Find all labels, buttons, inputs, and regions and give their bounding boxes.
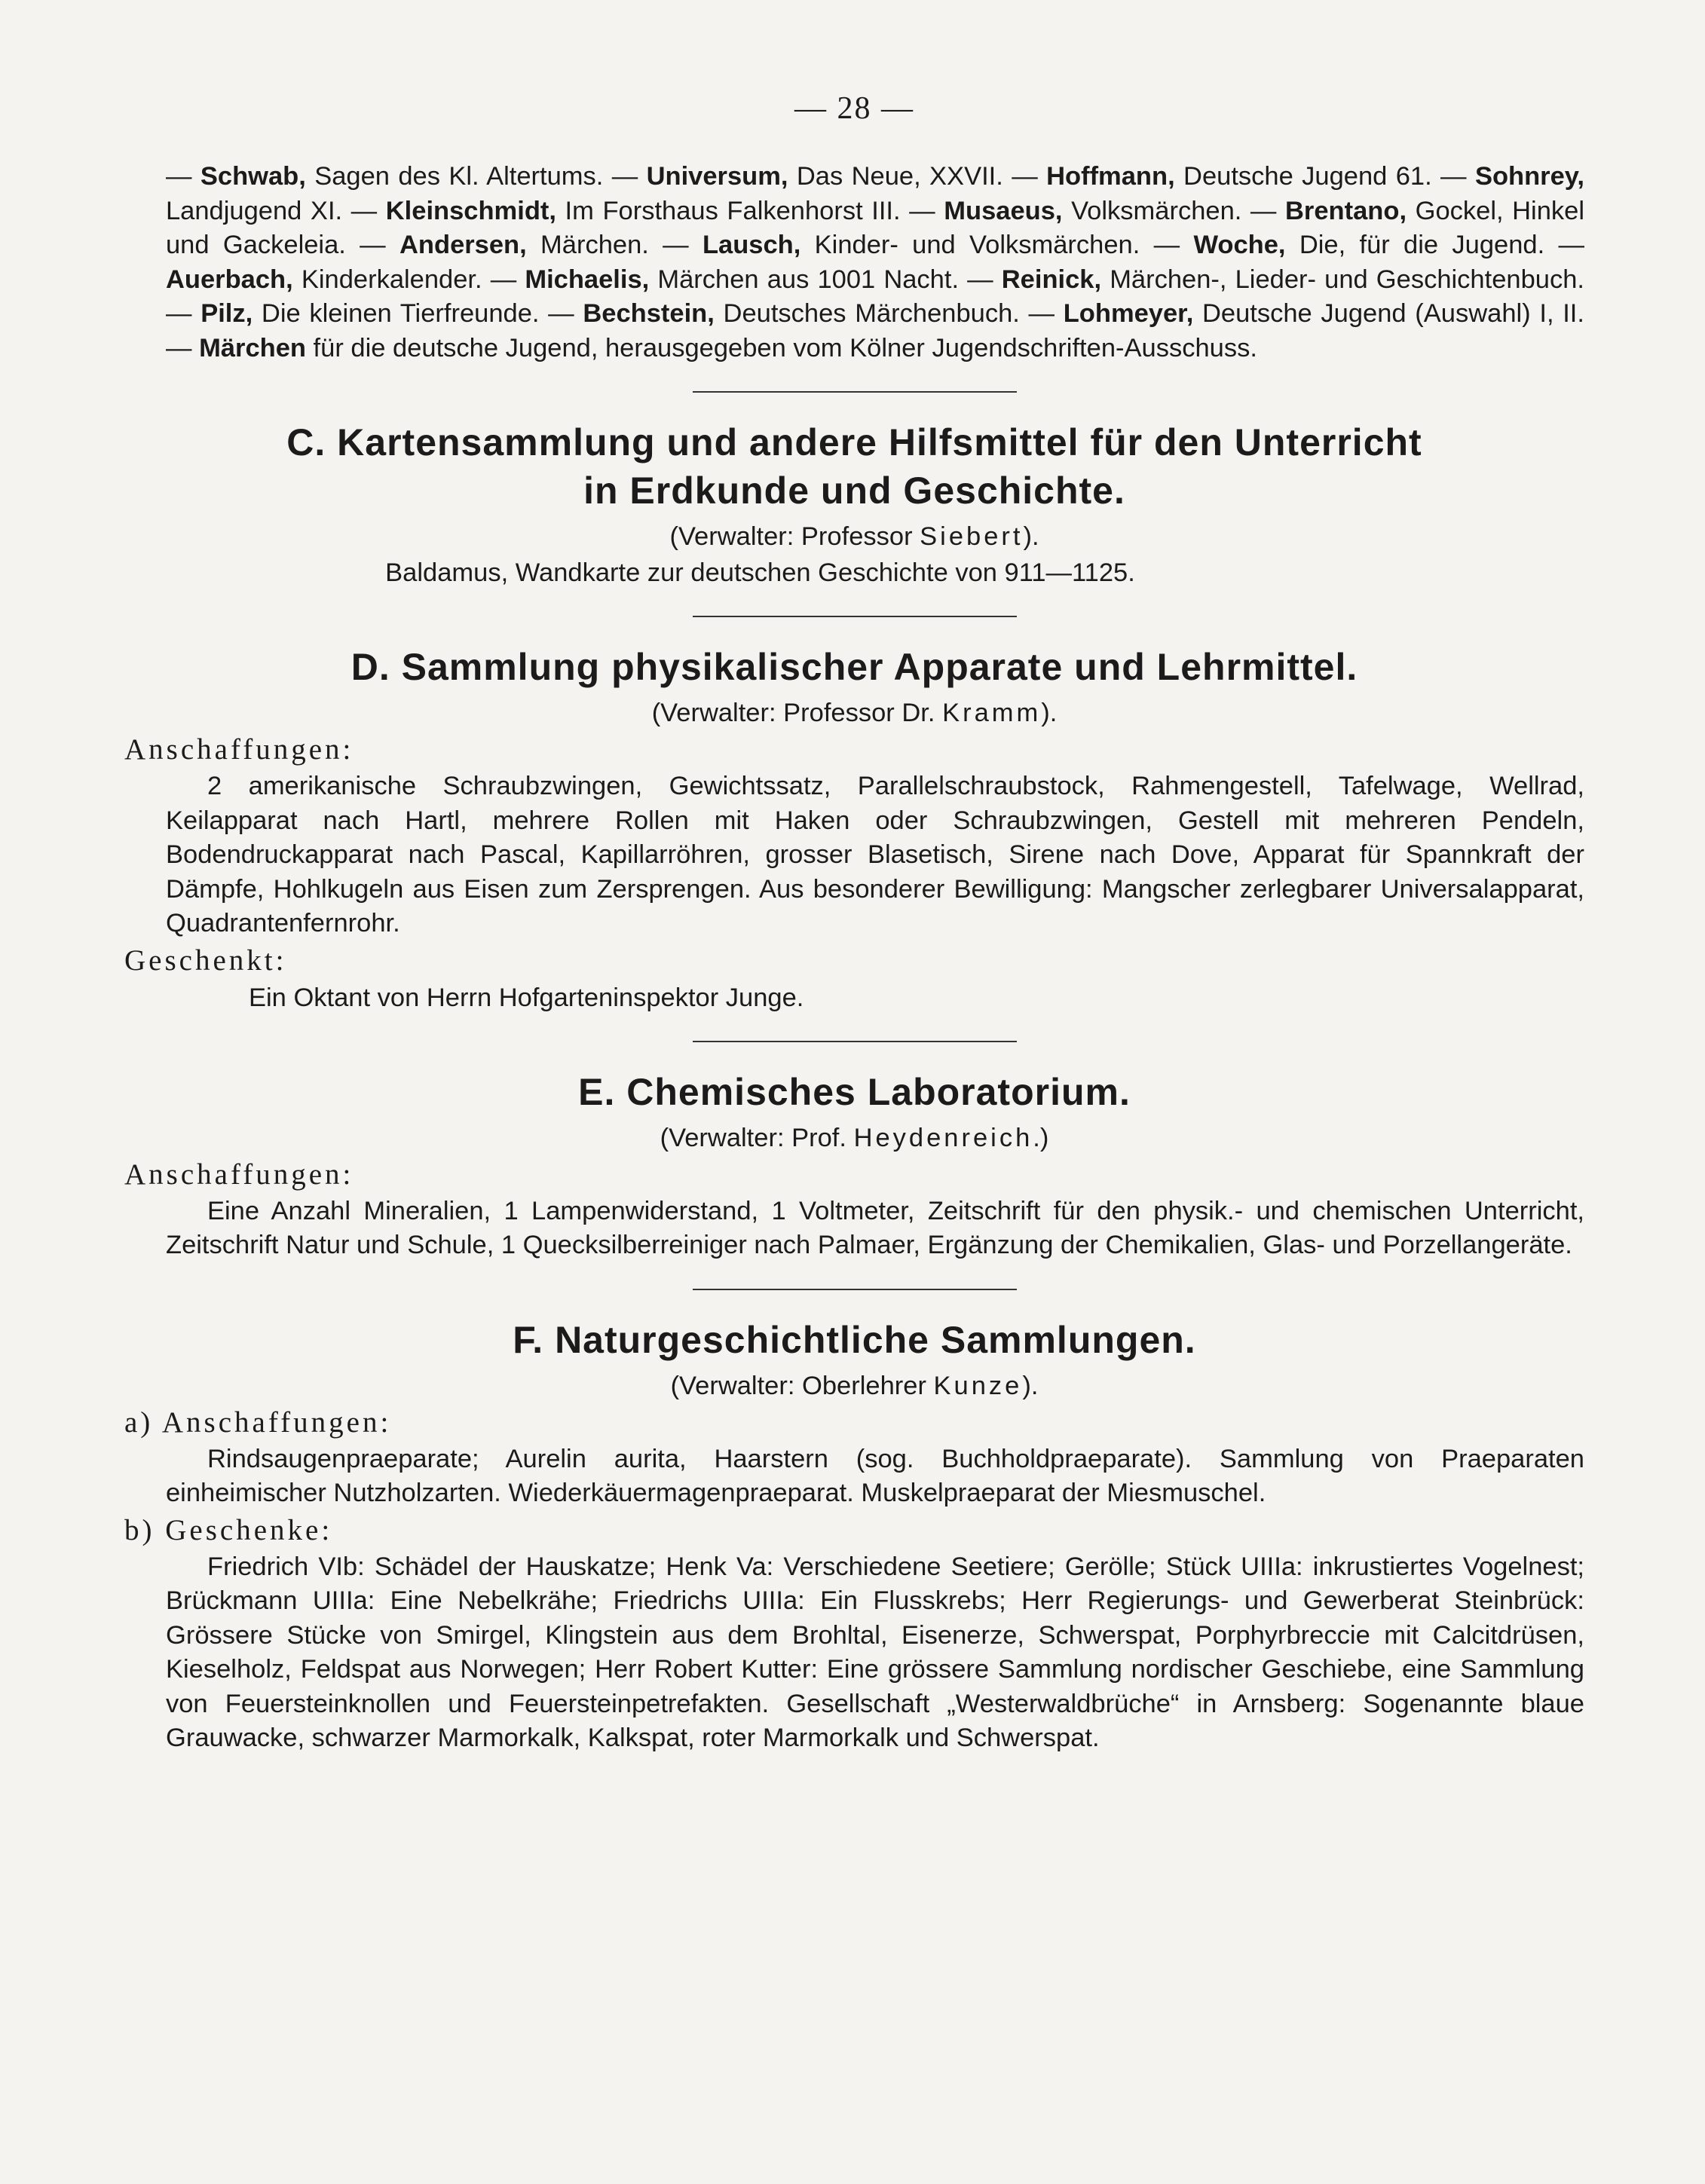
author-name: Schwab, [200, 162, 306, 191]
section-d-administrator: (Verwalter: Professor Dr. Kramm). [651, 699, 1058, 727]
list-text: Gockel, Hinkel und Gackeleia. — [166, 196, 1585, 259]
list-text: Landjugend XI. — [166, 196, 386, 225]
author-name: Hoffmann, [1046, 162, 1175, 191]
author-name: Woche, [1193, 231, 1286, 259]
list-text: Deutsche Jugend 61. — [1174, 162, 1475, 191]
author-name: Musaeus, [944, 196, 1063, 225]
list-text: Das Neue, XXVII. — [788, 162, 1047, 191]
list-text: Die, für die Jugend. — [1285, 231, 1584, 259]
youth-books-list [166, 160, 1584, 366]
section-divider [693, 1041, 1017, 1042]
section-d-title: D. Sammlung physikalischer Apparate und Lehrmittel. [350, 646, 1358, 688]
section-d-acquisitions-label: Anschaffungen: [124, 733, 354, 766]
section-f-administrator: (Verwalter: Oberlehrer Kunze). [670, 1371, 1039, 1400]
section-f-title: F. Naturgeschichtliche Sammlungen. [513, 1318, 1196, 1361]
list-text: Im Forsthaus Falkenhorst III. — [556, 196, 944, 225]
list-text: für die deutsche Jugend, herausgegeben vom Kölner Jugendschriften-Ausschuss. [305, 333, 1257, 362]
page-number: — 28 — [794, 91, 914, 126]
author-name: Kleinschmidt, [385, 196, 556, 225]
section-e-administrator: (Verwalter: Prof. Heydenreich.) [660, 1123, 1049, 1152]
section-c-title: C. Kartensammlung und andere Hilfsmittel für den Unterricht in Erdkunde und Geschichte. [286, 421, 1422, 512]
section-c-entry: Baldamus, Wandkarte zur deutschen Geschichte von 911—1125. [385, 558, 1135, 587]
list-text: Sagen des Kl. Altertums. — [305, 162, 647, 191]
section-f-acquisitions: Rindsaugenpraeparate; Aurelin aurita, Haarstern (sog. Buchholdpraeparate). Sammlung von Praeparaten einheimischer Nutzholzarten. Wiederkäuermagenpraeparat. Muskelpraeparat der Miesmuschel. [166, 1444, 1584, 1507]
section-d-gift-label: Geschenkt: [124, 944, 287, 977]
list-text: Deutsche Jugend (Auswahl) I, II. — [166, 299, 1584, 362]
author-name: Lausch, [702, 231, 801, 259]
section-c-administrator: (Verwalter: Professor Siebert). [669, 522, 1039, 551]
section-f-acquisitions-label: a) Anschaffungen: [124, 1406, 392, 1439]
section-f-gifts: Friedrich VIb: Schädel der Hauskatze; Henk Va: Verschiedene Seetiere; Gerölle; Stück UIIIa: inkrustiertes Vogelnest; Brückmann UIIIa: Eine Nebelkrähe; Friedrichs UIIIa: Ein Flusskrebs; Herr Regierungs- und Gewerberat Steinbrück: Grössere Stücke von Smirgel, Klingstein aus dem Brohltal, Eisenerze, Schwerspat, Porphyrbreccie mit Calcitdrüsen, Kieselholz, Feldspat aus Norwegen; Herr Robert Kutter: Eine grössere Sammlung nordischer Geschiebe, eine Sammlung von Feuersteinknollen und Feuersteinpetrefakten. Gesellschaft „Westerwaldbrüche“ in Arnsberg: Sogenannte blaue Grauwacke, schwarzer Marmorkalk, Kalkspat, roter Marmorkalk und Schwerspat. [166, 1552, 1584, 1752]
author-name: Andersen, [399, 231, 527, 259]
list-text: Volksmärchen. — [1062, 196, 1286, 225]
section-e-acquisitions-label: Anschaffungen: [124, 1158, 354, 1191]
list-text: Kinder- und Volksmärchen. — [800, 231, 1194, 259]
author-name: Auerbach, [166, 265, 293, 294]
author-name: Universum, [646, 162, 788, 191]
author-name: Michaelis, [525, 265, 650, 294]
section-divider [693, 1289, 1017, 1290]
author-name: Märchen [199, 333, 306, 362]
author-name: Brentano, [1285, 196, 1407, 225]
list-text: Deutsches Märchenbuch. — [714, 299, 1064, 328]
author-name: Pilz, [200, 299, 253, 328]
section-d-gift: Ein Oktant von Herrn Hofgarteninspektor Junge. [249, 983, 804, 1012]
section-divider [693, 391, 1017, 393]
list-text: Die kleinen Tierfreunde. — [253, 299, 583, 328]
author-name: Bechstein, [583, 299, 715, 328]
author-name: Reinick, [1001, 265, 1102, 294]
section-e-title: E. Chemisches Laboratorium. [578, 1070, 1131, 1113]
section-d-acquisitions: 2 amerikanische Schraubzwingen, Gewichtssatz, Parallelschraubstock, Rahmengestell, Tafelwage, Wellrad, Keilapparat nach Hartl, mehrere Rollen mit Haken oder Schraubzwingen, Gestell mit mehreren Pendeln, Bodendruckapparat nach Pascal, Kapillarröhren, grosser Blasetisch, Sirene nach Dove, Apparat für Spannkraft der Dämpfe, Hohlkugeln aus Eisen zum Zersprengen. Aus besonderer Bewilligung: Mangscher zerlegbarer Universalapparat, Quadrantenfernrohr. [166, 772, 1584, 938]
list-text: — [166, 162, 200, 191]
author-name: Lohmeyer, [1063, 299, 1194, 328]
author-name: Sohnrey, [1474, 162, 1584, 191]
list-text: Kinderkalender. — [292, 265, 525, 294]
section-f-gifts-label: b) Geschenke: [124, 1513, 333, 1546]
list-text: Märchen. — [526, 231, 703, 259]
section-e-acquisitions: Eine Anzahl Mineralien, 1 Lampenwiderstand, 1 Voltmeter, Zeitschrift für den physik.- und chemischen Unterricht, Zeitschrift Natur und Schule, 1 Quecksilberreiniger nach Palmaer, Ergänzung der Chemikalien, Glas- und Porzellangeräte. [166, 1196, 1584, 1259]
list-text: Märchen-, Lieder- und Geschichtenbuch. — [166, 265, 1584, 328]
list-text: Märchen aus 1001 Nacht. — [649, 265, 1002, 294]
section-divider [693, 616, 1017, 617]
